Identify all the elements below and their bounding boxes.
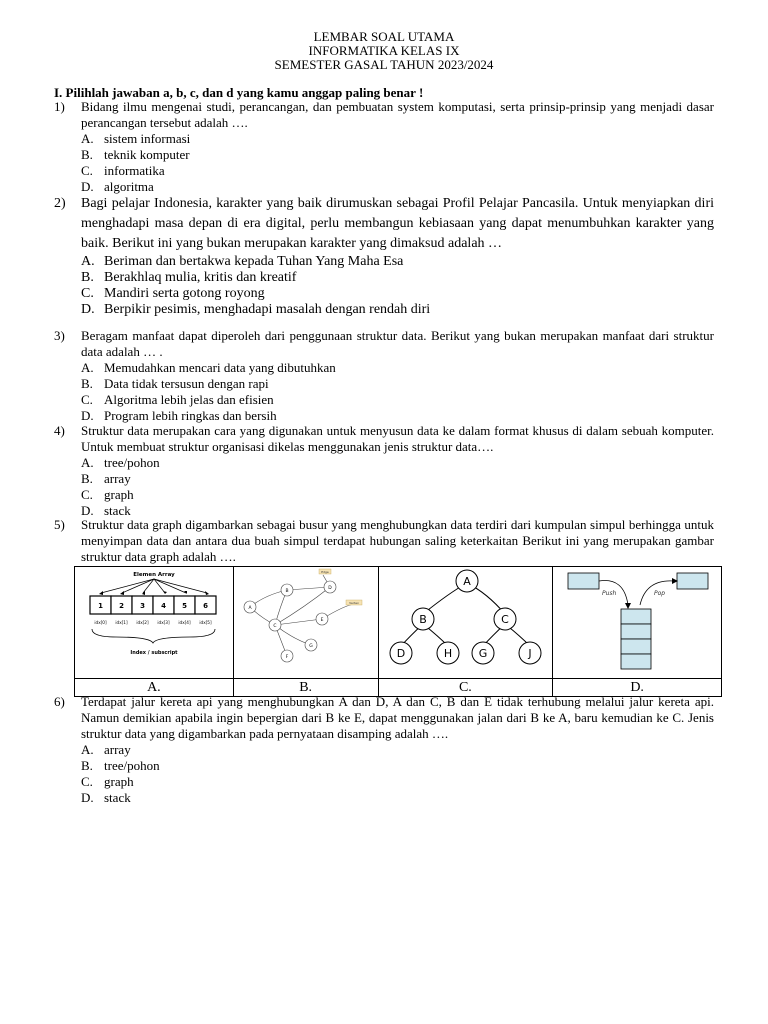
array-cell: 1 — [97, 602, 103, 610]
question-number: 3) — [54, 328, 65, 343]
option-a: A. sistem informasi — [81, 131, 191, 146]
option-b: B. teknik komputer — [81, 147, 190, 162]
option-b: B. tree/pohon — [81, 758, 160, 773]
option-list — [81, 742, 714, 806]
graph-node: D — [327, 586, 332, 591]
option-c: C. graph — [81, 487, 134, 502]
figure-table — [74, 566, 722, 697]
figure-graph — [233, 567, 378, 679]
header-subject: INFORMATIKA KELAS IX — [308, 43, 460, 58]
figure-label: C. — [378, 679, 553, 697]
tree-diagram — [379, 567, 551, 673]
figure-label: D. — [553, 679, 722, 697]
graph-node: F — [285, 655, 288, 660]
array-index: idx[2] — [136, 620, 149, 625]
question-1 — [54, 99, 714, 195]
array-title: Elemen Array — [133, 572, 175, 578]
graph-node: C — [273, 624, 277, 629]
option-d: D. algoritma — [81, 179, 154, 194]
question-text: Terdapat jalur kereta api yang menghubungkan A dan D, A dan C, B dan E tidak terhubung melalui jalur kereta api. Namun demikian apabila ingin bepergian dari B ke E, dapat menggunakan jalan dari B ke A, baru kemudian ke C. Jenis struktur data yang digambarkan pada pernyataan disamping adalah …. — [81, 694, 714, 741]
array-cell: 2 — [118, 602, 124, 610]
array-index: idx[1] — [115, 620, 128, 625]
figure-tree — [378, 567, 553, 679]
exam-header — [0, 30, 768, 72]
question-number: 4) — [54, 423, 65, 438]
graph-diagram — [235, 567, 377, 673]
question-6 — [54, 694, 714, 806]
graph-node: G — [308, 644, 313, 649]
header-title: LEMBAR SOAL UTAMA — [313, 29, 455, 44]
tree-node: D — [397, 647, 406, 660]
graph-node: E — [320, 618, 324, 623]
option-c: C. Mandiri serta gotong royong — [81, 286, 265, 301]
option-c: C. informatika — [81, 163, 165, 178]
option-list — [81, 455, 714, 519]
array-cell: 5 — [181, 602, 187, 610]
tree-node: G — [479, 647, 488, 660]
array-index: idx[3] — [157, 620, 170, 625]
question-5 — [54, 517, 714, 565]
option-b: B. Data tidak tersusun dengan rapi — [81, 376, 269, 391]
option-b: B. array — [81, 471, 131, 486]
array-diagram — [76, 567, 232, 673]
question-text: Bidang ilmu mengenai studi, perancangan, dan pembuatan system komputasi, serta prinsip-prinsip yang menjadi dasar perancangan tersebut adalah …. — [81, 99, 714, 130]
question-number: 5) — [54, 517, 65, 532]
option-b: B. Berakhlaq mulia, kritis dan kreatif — [81, 270, 297, 285]
question-number: 2) — [54, 196, 66, 211]
section-title: I. Pilihlah jawaban a, b, c, dan d yang kamu anggap paling benar ! — [54, 85, 424, 100]
option-c: C. graph — [81, 774, 134, 789]
graph-label-vertex: Vertex — [348, 601, 359, 605]
array-index: idx[4] — [178, 620, 191, 625]
tree-node: C — [501, 613, 510, 626]
figure-stack — [553, 567, 722, 679]
option-a: A. array — [81, 742, 131, 757]
question-text: Struktur data graph digambarkan sebagai busur yang menghubungkan data terdiri dari kumpulan simpul berhingga untuk menyimpan data dan antara dua buah simpul terdapat hubungan saling keterkaitan Berikut ini yang merupakan gambar struktur data graph adalah …. — [81, 517, 714, 564]
graph-node: A — [248, 606, 252, 611]
tree-node: H — [444, 647, 453, 660]
array-cell: 6 — [202, 602, 208, 610]
option-d: D. stack — [81, 790, 131, 805]
option-c: C. Algoritma lebih jelas dan efisien — [81, 392, 274, 407]
tree-node: J — [528, 647, 532, 660]
option-a: A. Memudahkan mencari data yang dibutuhkan — [81, 360, 336, 375]
question-number: 6) — [54, 694, 65, 709]
array-cell: 4 — [160, 602, 166, 610]
figure-array — [75, 567, 234, 679]
question-text: Beragam manfaat dapat diperoleh dari penggunaan struktur data. Berikut yang bukan merupakan manfaat dari struktur data adalah … . — [81, 328, 714, 359]
stack-diagram — [554, 567, 720, 673]
graph-node: B — [285, 589, 289, 594]
figure-label: B. — [233, 679, 378, 697]
option-a: A. Beriman dan bertakwa kepada Tuhan Yang Maha Esa — [81, 254, 404, 269]
question-4 — [54, 423, 714, 519]
question-2 — [54, 194, 714, 318]
tree-node: B — [419, 613, 428, 626]
stack-pop-label: Pop — [654, 590, 666, 597]
question-text: Struktur data merupakan cara yang digunakan untuk menyusun data ke dalam format khusus di dalam sebuah komputer. Untuk membuat struktur organisasi dikelas menggunakan jenis struktur data…. — [81, 423, 714, 454]
graph-label-edge: Edge — [320, 570, 329, 574]
array-caption: Index / subscript — [130, 650, 178, 656]
option-list — [81, 131, 714, 195]
header-semester: SEMESTER GASAL TAHUN 2023/2024 — [274, 57, 494, 72]
array-index: idx[5] — [199, 620, 212, 625]
option-a: A. tree/pohon — [81, 455, 160, 470]
option-list — [81, 360, 714, 424]
option-d: D. Program lebih ringkas dan bersih — [81, 408, 277, 423]
tree-node: A — [463, 575, 472, 588]
stack-push-label: Push — [602, 590, 617, 597]
option-list — [81, 254, 714, 318]
option-d: D. stack — [81, 503, 131, 518]
question-number: 1) — [54, 99, 65, 114]
question-3 — [54, 328, 714, 424]
figure-label: A. — [75, 679, 234, 697]
array-index: idx[0] — [94, 620, 107, 625]
array-cell: 3 — [139, 602, 145, 610]
question-text: Bagi pelajar Indonesia, karakter yang baik dirumuskan sebagai Profil Pelajar Pancasila. Untuk menyiapkan diri menghadapi masa depan di era digital, perlu membangun kebiasaan yang dapat menumbuhkan karakter yang baik. Berikut ini yang bukan merupakan karakter yang dimaksud adalah … — [81, 196, 714, 251]
option-d: D. Berpikir pesimis, menghadapi masalah dengan rendah diri — [81, 302, 431, 317]
